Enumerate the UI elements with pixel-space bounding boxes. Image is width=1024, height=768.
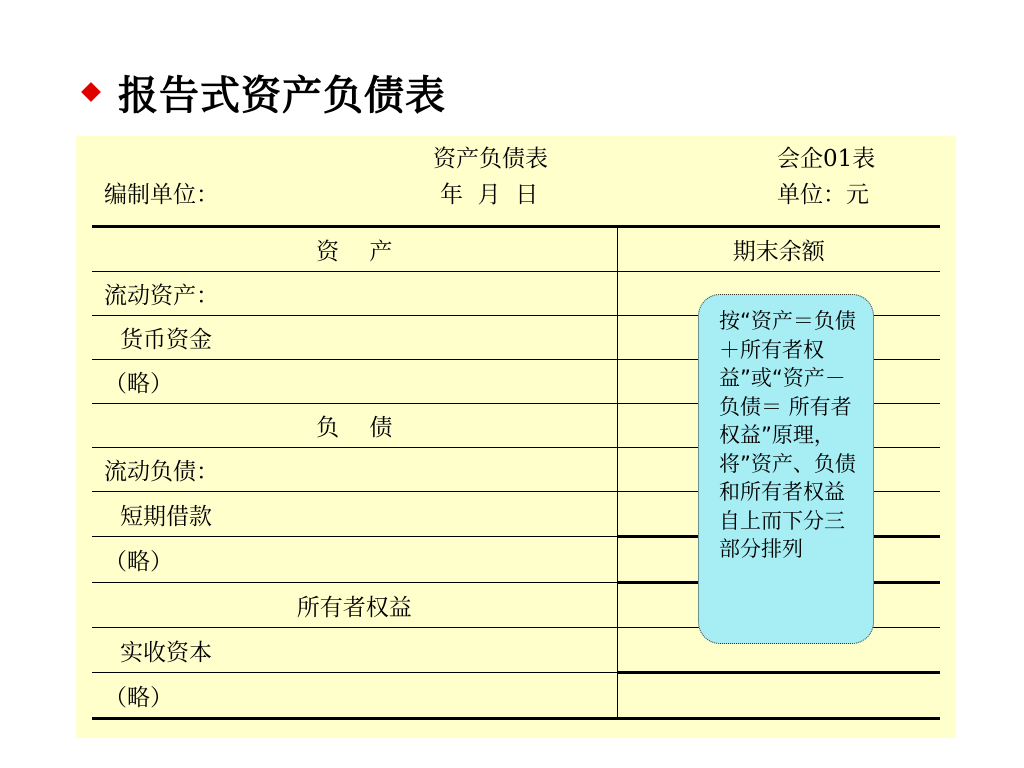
form-name: 资产负债表: [433, 146, 548, 172]
table-header-row: [92, 227, 940, 272]
row-label: 流动资产：: [92, 272, 617, 316]
form-code: 会企01表: [777, 146, 876, 172]
date-label: 年 月 日: [440, 182, 539, 208]
amount-cell: [617, 673, 940, 719]
table-row: [92, 673, 940, 719]
section-header-liabilities: 负 债: [92, 404, 617, 448]
row-label: 货币资金: [92, 316, 617, 360]
row-label: （略）: [92, 537, 617, 583]
row-label: （略）: [92, 360, 617, 404]
section-header-equity: 所有者权益: [92, 583, 617, 628]
col-header-amount: 期末余额: [617, 227, 940, 272]
explanation-callout: [698, 294, 874, 644]
row-label: 实收资本: [92, 628, 617, 673]
slide-title: [80, 62, 446, 122]
row-label: 流动负债：: [92, 448, 617, 492]
callout-text: 按“资产＝负债＋所有者权益”或“资产－负债＝ 所有者权益”原理，将”资产、负债和所有者权益自上而下分三部分排列: [719, 309, 856, 561]
unit-label: 单位：元: [777, 182, 869, 208]
col-header-items: 资 产: [92, 227, 617, 272]
prepared-by-label: 编制单位：: [104, 182, 219, 208]
row-label: 短期借款: [92, 492, 617, 537]
slide-title-text: 报告式资产负债表: [118, 72, 446, 119]
row-label: （略）: [92, 673, 617, 719]
diamond-bullet-icon: [81, 82, 101, 102]
